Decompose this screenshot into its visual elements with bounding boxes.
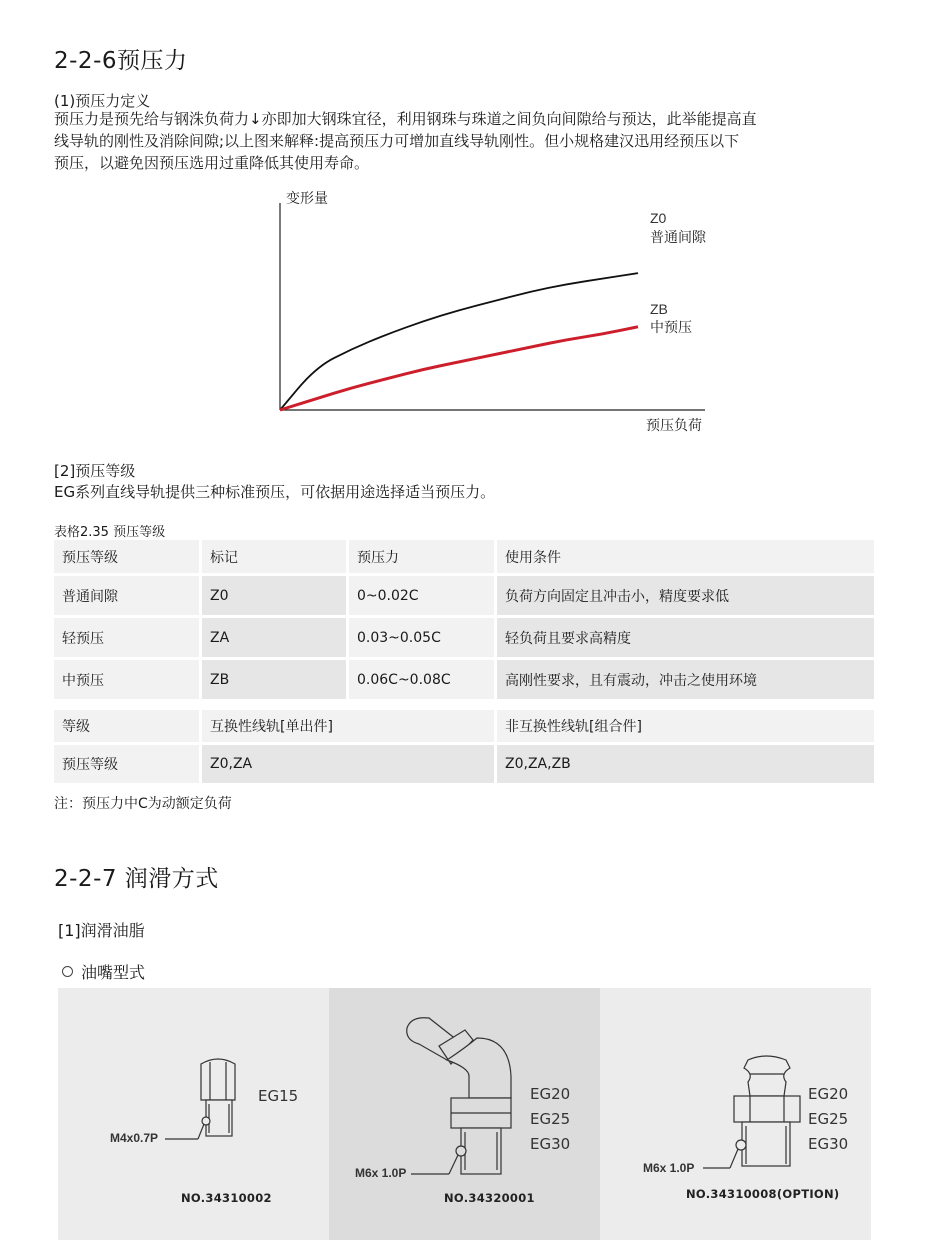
table-cell: 轻负荷且要求高精度 [497,618,874,657]
table-cell: Z0,ZA [202,745,494,783]
section-title-preload: 2-2-6预压力 [54,48,188,74]
nozzle-model-label: EG20 [808,1085,849,1103]
table-header-row [54,540,876,573]
table-header-cell: 互换性线轨[单出件] [202,710,494,742]
x-axis-label: 预压负荷 [646,418,702,434]
table2-header-row [54,710,876,742]
table-cell: 普通间隙 [54,576,199,615]
paragraph-line: 线导轨的刚性及消除间隙;以上图来解释:提高预压力可增加直线导轨刚性。但小规格建汉迅用经预压以下 [54,132,740,150]
subheading-grease: [1]润滑油脂 [58,921,145,940]
nozzle-panel-3 [600,988,871,1240]
table-header-cell: 非互换性线轨[组合件] [497,710,874,742]
table-header-cell: 预压等级 [54,540,199,573]
table-caption: 表格2.35 预压等级 [54,525,166,540]
series-label-z0: Z0 [650,210,667,226]
table-cell: Z0,ZA,ZB [497,745,874,783]
nozzle-part-number: NO.34310002 [181,1191,272,1205]
table-row [54,745,876,783]
nozzle-model-label: EG20 [530,1085,571,1103]
table-cell: ZB [202,660,346,699]
subheading-preload-definition: (1)预压力定义 [54,92,151,110]
series-line-z0 [280,273,638,410]
table-header-cell: 预压力 [349,540,494,573]
nozzle-model-label: EG25 [530,1110,571,1128]
table-note: 注：预压力中C为动额定负荷 [54,796,232,812]
table-header-cell: 使用条件 [497,540,874,573]
circle-bullet-icon [62,966,73,977]
table-header-cell: 标记 [202,540,346,573]
preload-grades-paragraph: EG系列直线导轨提供三种标准预压，可依据用途选择适当预压力。 [54,483,496,501]
nozzle-type-heading [62,960,145,983]
nozzle-model-label: EG30 [530,1135,571,1153]
series-label-zb-desc: 中预压 [650,320,692,336]
series-line-zb [280,327,638,410]
nozzle-part-number: NO.34310008(OPTION) [686,1187,840,1201]
preload-deformation-chart [250,185,730,435]
table-cell: 0.03~0.05C [349,618,494,657]
table-cell: 中预压 [54,660,199,699]
table-cell: Z0 [202,576,346,615]
table-row [54,618,876,657]
preload-grade-table [54,540,876,786]
table-cell: 轻预压 [54,618,199,657]
table-row [54,576,876,615]
nozzle-thread-label: M6x 1.0P [643,1161,695,1175]
nozzle-type-label: 油嘴型式 [81,963,146,982]
nozzle-model-label: EG30 [808,1135,849,1153]
nozzle-model-list [530,1082,570,1157]
nozzle-part-number: NO.34320001 [444,1191,535,1205]
table-row [54,660,876,699]
nozzle-panel-1 [58,988,329,1240]
nozzle-thread-label: M4x0.7P [110,1131,159,1145]
nozzle-panel-2 [329,988,600,1240]
table-cell: ZA [202,618,346,657]
preload-definition-paragraph [54,108,904,174]
nozzle-model-list [808,1082,848,1157]
table-header-cell: 等级 [54,710,199,742]
nozzle-model-label: EG25 [808,1110,849,1128]
y-axis-label: 变形量 [286,191,328,207]
nozzle-model-label: EG15 [258,1087,299,1105]
paragraph-line: 预压，以避免因预压选用过重降低其使用寿命。 [54,154,370,172]
series-label-z0-desc: 普通间隙 [650,230,706,246]
table-cell: 预压等级 [54,745,199,783]
nozzle-thread-label: M6x 1.0P [355,1166,407,1180]
table-cell: 高刚性要求，且有震动，冲击之使用环境 [497,660,874,699]
table-cell: 0~0.02C [349,576,494,615]
section-title-lubrication: 2-2-7 润滑方式 [54,866,219,892]
table-cell: 0.06C~0.08C [349,660,494,699]
table-cell: 负荷方向固定且冲击小，精度要求低 [497,576,874,615]
subheading-preload-grades: [2]预压等级 [54,462,136,480]
paragraph-line: 预压力是预先给与钢洙负荷力↓亦即加大钢珠宜径，利用钢珠与珠道之间负向间隙给与预达，此举能提高直 [54,110,757,128]
series-label-zb: ZB [650,301,668,317]
